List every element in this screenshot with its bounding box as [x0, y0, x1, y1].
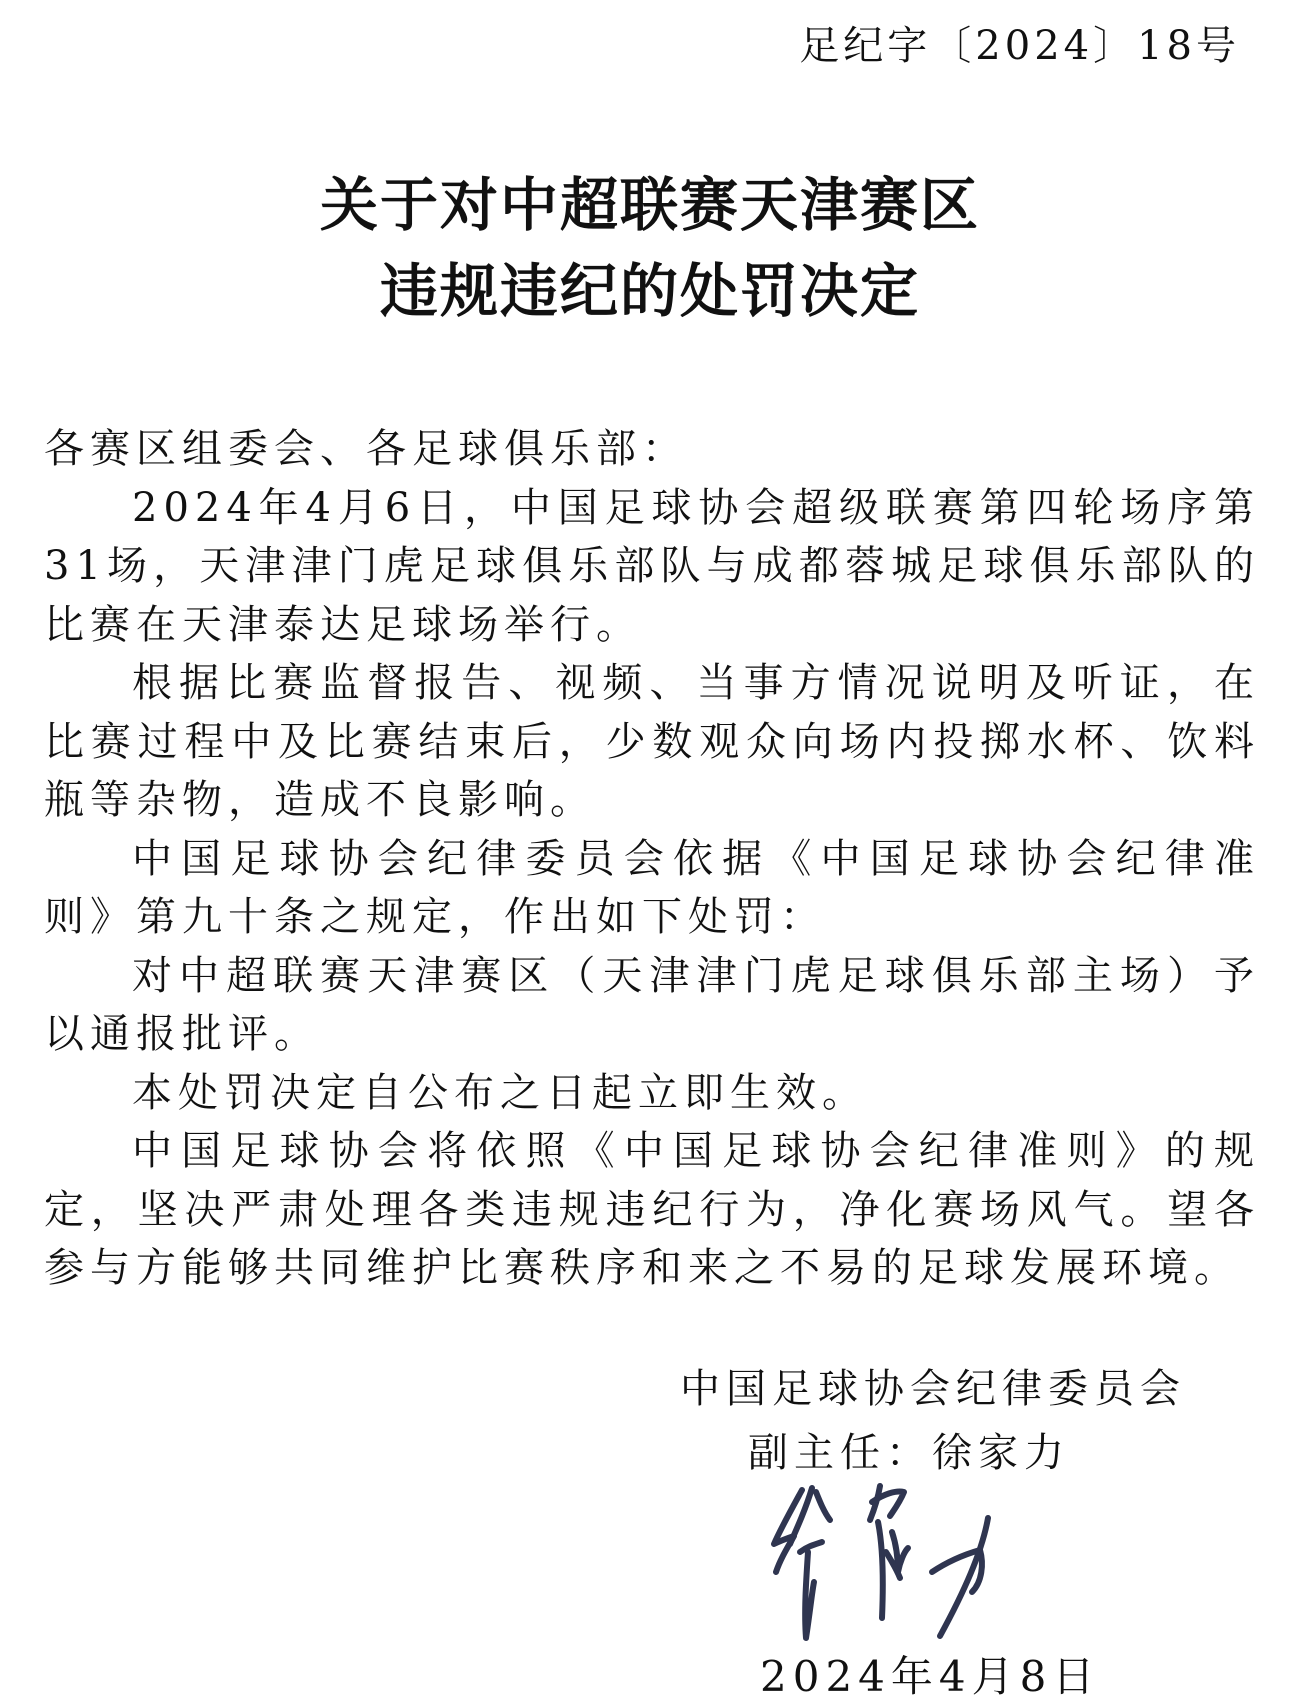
paragraph-effective: 本处罚决定自公布之日起立即生效。 [132, 1069, 868, 1116]
signer-title: 副主任：徐家力 [748, 1430, 1070, 1476]
paragraph-closing: 中国足球协会将依照《中国足球协会纪律准则》的规定，坚决严肃处理各类违规违纪行为，净化赛场风气。望各参与方能够共同维护比赛秩序和来之不易的足球发展环境。 [44, 1128, 1260, 1291]
paragraph-penalty: 对中超联赛天津赛区（天津津门虎足球俱乐部主场）予以通报批评。 [44, 952, 1260, 1057]
document-title [0, 162, 1300, 334]
handwritten-signature-icon [760, 1482, 1060, 1642]
title-line-1: 关于对中超联赛天津赛区 [319, 171, 980, 239]
issue-date: 2024年4月8日 [760, 1652, 1101, 1701]
document-number: 足纪字〔2024〕18号 [799, 23, 1240, 69]
paragraph-legal-basis: 中国足球协会纪律委员会依据《中国足球协会纪律准则》第九十条之规定，作出如下处罚： [44, 835, 1260, 940]
document-body [44, 420, 1260, 1298]
paragraph-match-info: 2024年4月6日，中国足球协会超级联赛第四轮场序第31场，天津津门虎足球俱乐部队与成都蓉城足球俱乐部队的比赛在天津泰达足球场举行。 [44, 484, 1260, 648]
issuing-organization: 中国足球协会纪律委员会 [680, 1366, 1186, 1412]
title-line-2: 违规违纪的处罚决定 [379, 257, 920, 325]
paragraph-incident: 根据比赛监督报告、视频、当事方情况说明及听证，在比赛过程中及比赛结束后，少数观众向场内投掷水杯、饮料瓶等杂物，造成不良影响。 [44, 660, 1260, 823]
salutation: 各赛区组委会、各足球俱乐部： [44, 426, 688, 472]
